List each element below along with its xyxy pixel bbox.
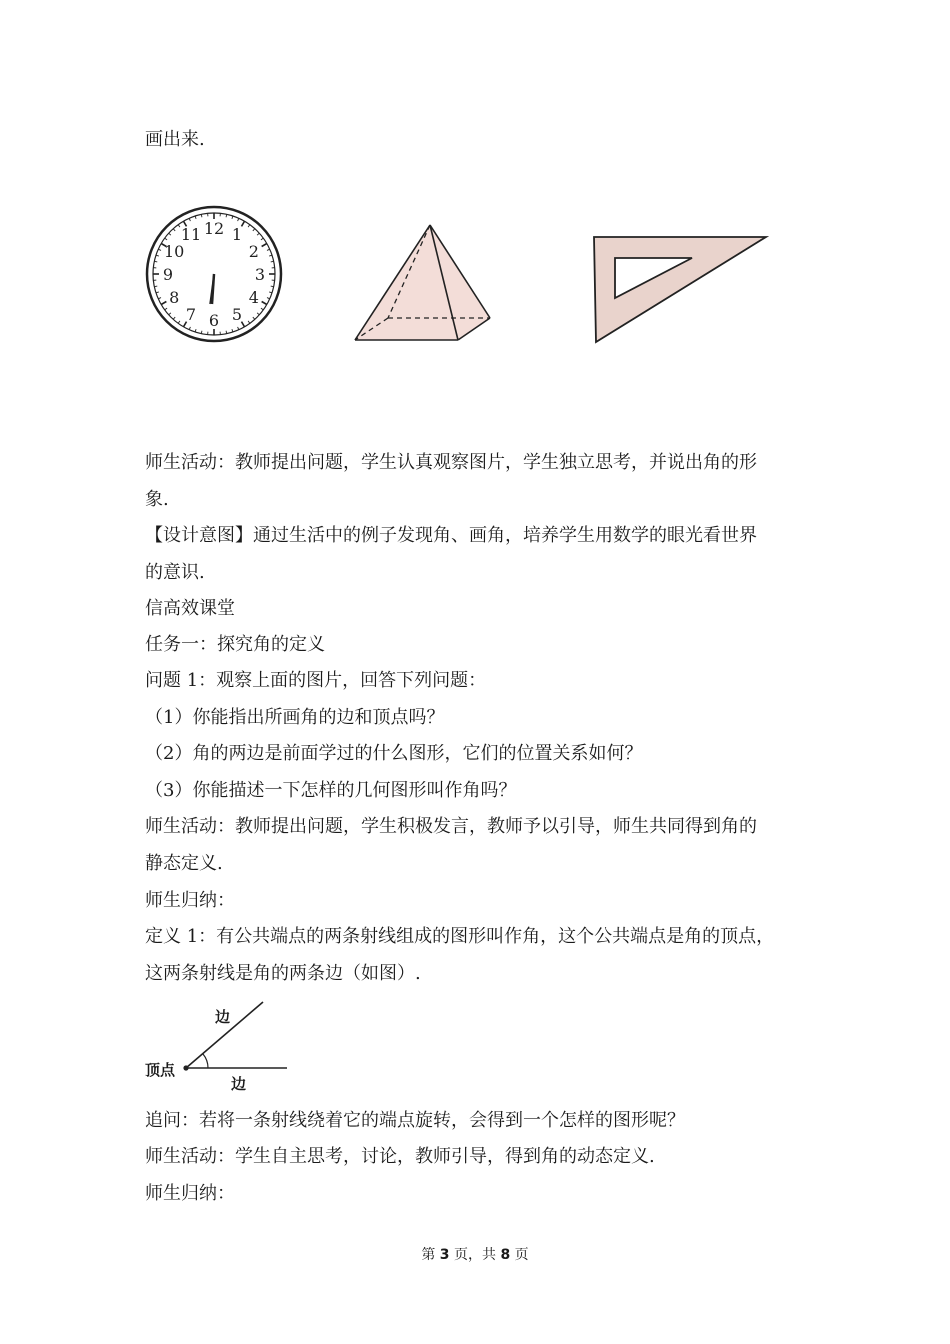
angle-figure [145,998,295,1093]
clock-figure [147,207,281,341]
clock-tick [226,214,227,217]
page-footer [0,1246,950,1264]
clock-number: 11 [180,225,202,245]
text-line-19: 师生归纳： [145,1183,235,1204]
clock-tick [201,214,202,217]
text-line-8: 问题 1：观察上面的图片，回答下列问题： [145,670,487,691]
clock-tick [271,261,274,262]
figures-row [0,0,950,400]
text-line-9: （1）你能指出所画角的边和顶点吗？ [145,707,445,728]
clock-tick [154,286,157,287]
text-line-14: 师生归纳： [145,890,235,911]
clock-number: 9 [162,265,174,284]
clock-number: 4 [248,288,259,307]
text-line-5: 的意识. [145,562,205,583]
clock-number: 1 [231,225,243,245]
footer-suffix: 页 [510,1247,529,1263]
text-line-10: （2）角的两边是前面学过的什么图形，它们的位置关系如何？ [145,743,643,764]
clock-number: 7 [185,304,197,324]
clock-tick [226,331,227,334]
text-line-3: 象. [145,489,169,510]
clock-number: 6 [208,311,220,330]
clock-tick [201,331,202,334]
text-line-1: 画出来. [145,129,205,150]
clock-number: 8 [169,288,180,307]
text-line-17: 追问：若将一条射线绕着它的端点旋转，会得到一个怎样的图形呢？ [145,1110,685,1131]
footer-page-number: 3 [439,1247,450,1263]
clock-tick [271,286,274,287]
angle-side-top-label: 边 [215,1008,231,1026]
text-line-16: 这两条射线是角的两条边（如图）. [145,963,421,984]
clock-number: 2 [248,242,259,261]
triangle-ruler-figure [594,237,766,342]
text-line-15: 定义 1：有公共端点的两条射线组成的图形叫作角，这个公共端点是角的顶点， [145,926,775,947]
text-line-2: 师生活动：教师提出问题，学生认真观察图片，学生独立思考，并说出角的形 [145,452,757,473]
text-line-13: 静态定义. [145,853,223,874]
text-line-11: （3）你能描述一下怎样的几何图形叫作角吗？ [145,780,517,801]
footer-prefix: 第 [421,1247,440,1263]
clock-number: 12 [203,219,225,238]
text-line-6: 信高效课堂 [145,598,235,619]
text-line-12: 师生活动：教师提出问题，学生积极发言，教师予以引导，师生共同得到角的 [145,816,757,837]
clock-tick [154,261,157,262]
clock-number: 5 [231,304,243,324]
text-line-7: 任务一：探究角的定义 [145,634,325,655]
text-line-18: 师生活动：学生自主思考，讨论，教师引导，得到角的动态定义. [145,1146,655,1167]
footer-total-pages: 8 [500,1247,511,1263]
text-line-4: 【设计意图】通过生活中的例子发现角、画角，培养学生用数学的眼光看世界 [145,525,757,546]
clock-number: 3 [254,265,266,284]
footer-middle: 页，共 [449,1247,501,1263]
pyramid-figure [355,225,490,340]
clock-number: 10 [163,242,185,261]
angle-vertex-label: 顶点 [145,1061,176,1079]
angle-side-bottom-label: 边 [231,1075,247,1093]
